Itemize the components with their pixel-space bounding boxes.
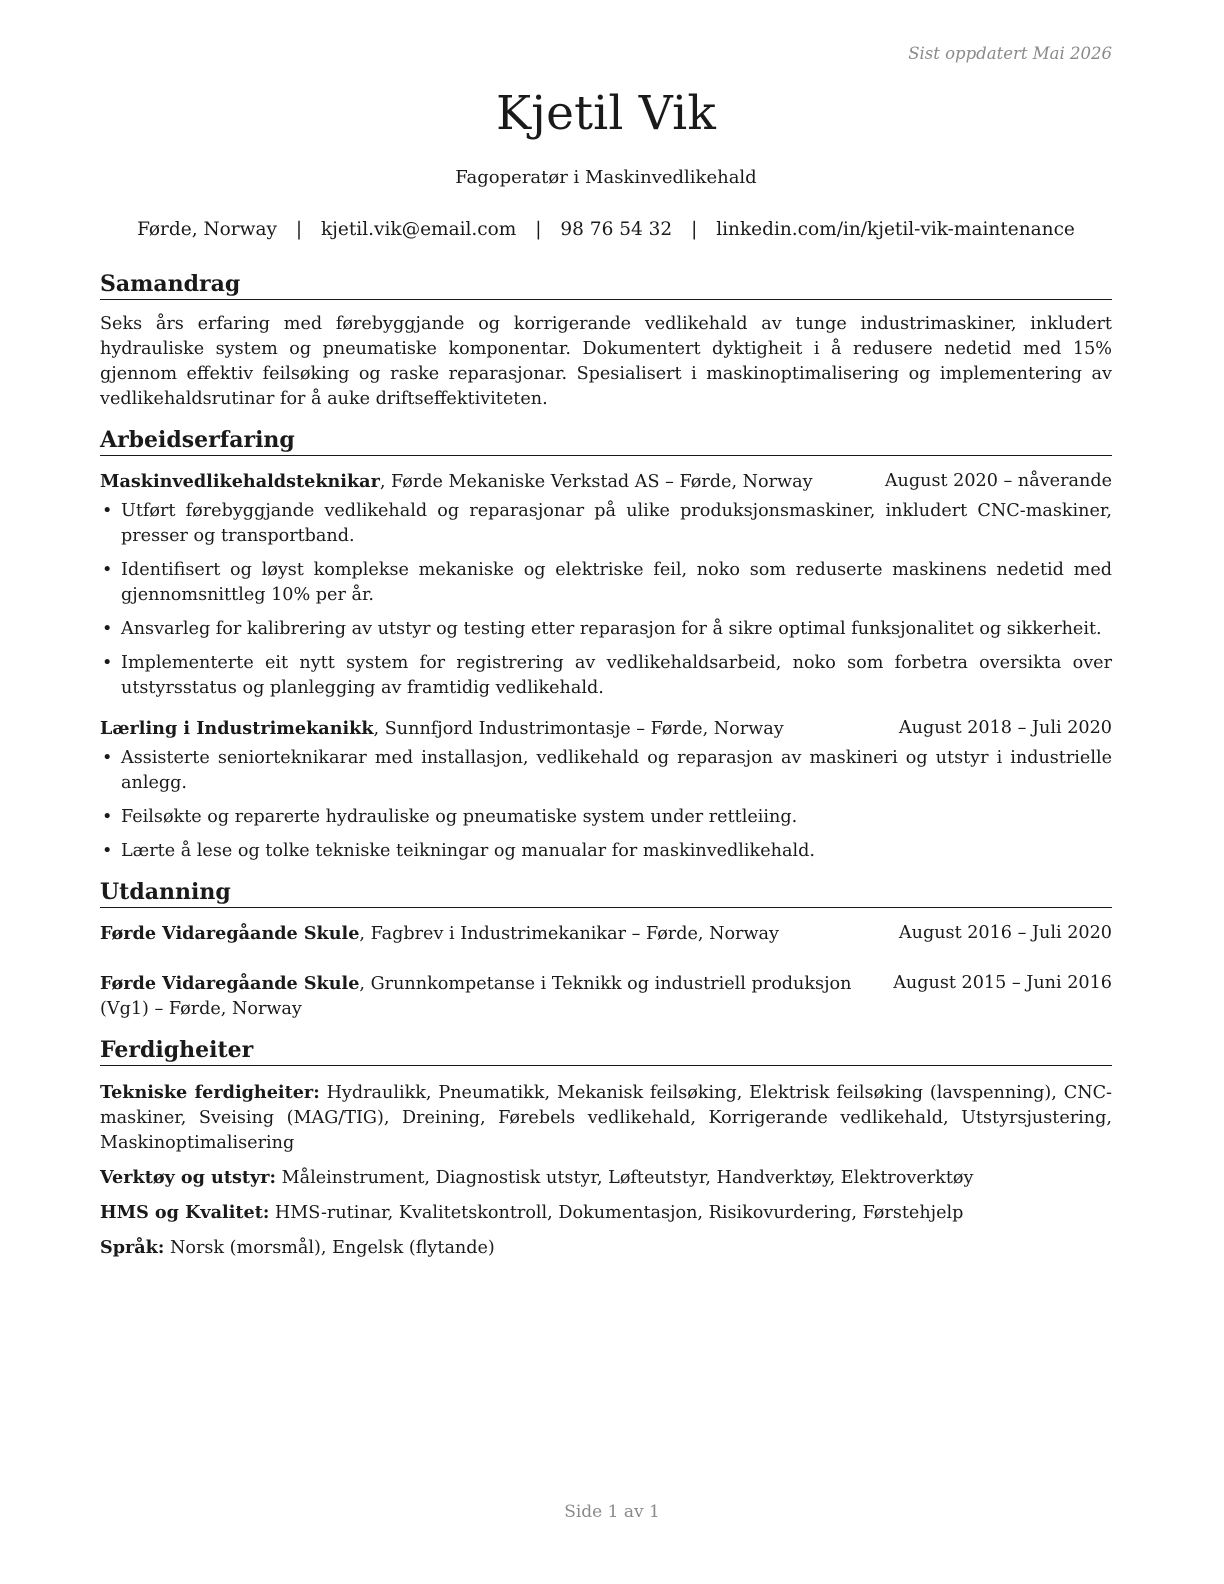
- contact-phone: 98 76 54 32: [560, 219, 673, 240]
- education-entry: [100, 971, 1112, 1022]
- job-role: Maskinvedlikehaldsteknikar: [100, 471, 380, 492]
- education-entry: [100, 921, 1112, 947]
- bullet-item: • Utført førebyggjande vedlikehald og reparasjonar på ulike produksjonsmaskiner, inkludert CNC-maskiner, presser og transportband.: [100, 499, 1112, 549]
- job-header: [100, 469, 1112, 495]
- contact-separator: |: [535, 219, 542, 240]
- job-role: Lærling i Industrimekanikk: [100, 718, 374, 739]
- skill-value: Måleinstrument, Diagnostisk utstyr, Løfteutstyr, Handverktøy, Elektroverktøy: [276, 1168, 974, 1188]
- bullet-item: • Lærte å lese og tolke tekniske teikningar og manualar for maskinvedlikehald.: [100, 839, 1112, 864]
- education-school: Førde Vidaregåande Skule: [100, 973, 360, 994]
- education-school: Førde Vidaregåande Skule: [100, 923, 360, 944]
- contact-location: Førde, Norway: [137, 219, 277, 240]
- skill-label: Språk:: [100, 1237, 165, 1258]
- contact-email[interactable]: kjetil.vik@email.com: [320, 219, 517, 240]
- skill-group: [100, 1235, 1112, 1261]
- job-dates: August 2020 – nåverande: [884, 471, 1112, 491]
- bullet-item: • Assisterte seniorteknikarar med installasjon, vedlikehald og reparasjon av maskineri og utstyr i industrielle anlegg.: [100, 746, 1112, 796]
- section-heading: Samandrag: [100, 270, 1112, 300]
- education-details: , Fagbrev i Industrimekanikar – Førde, Norway: [359, 924, 779, 944]
- contact-separator: |: [295, 219, 303, 240]
- education-title-line: [100, 971, 893, 1022]
- candidate-title: Fagoperatør i Maskinvedlikehald: [455, 167, 757, 188]
- experience-section: [100, 426, 1112, 864]
- skill-group: [100, 1080, 1112, 1156]
- section-heading: Utdanning: [100, 878, 1112, 908]
- job-employer: , Førde Mekaniske Verkstad AS – Førde, Norway: [379, 472, 813, 492]
- job-entry: [100, 716, 1112, 864]
- bullet-item: • Ansvarleg for kalibrering av utstyr og testing etter reparasjon for å sikre optimal funksjonalitet og sikkerheit.: [100, 617, 1112, 642]
- job-title-line: [100, 716, 899, 742]
- education-title-line: [100, 921, 899, 947]
- education-header: [100, 921, 1112, 947]
- summary-text: Seks års erfaring med førebyggjande og korrigerande vedlikehald av tunge industrimaskiner, inkludert hydrauliske system og pneumatiske komponentar. Dokumentert dyktigheit i å redusere nedetid med 15% gjennom effektiv feilsøking og raske reparasjonar. Spesialisert i maskinoptimalisering og implementering av vedlikehaldsrutinar for å auke driftseffektiviteten.: [100, 314, 1112, 409]
- candidate-name: Kjetil Vik: [495, 86, 717, 141]
- skill-value: Hydraulikk, Pneumatikk, Mekanisk feilsøking, Elektrisk feilsøking (lavspenning), CNC-maskiner, Sveising (MAG/TIG), Dreining, Førebels vedlikehald, Korrigerande vedlikehald, Utstyrsjustering, Maskinoptimalisering: [100, 1083, 1113, 1153]
- skill-value: Norsk (morsmål), Engelsk (flytande): [164, 1238, 495, 1258]
- section-heading: Ferdigheiter: [100, 1036, 1112, 1066]
- skills-section: [100, 1036, 1112, 1261]
- contact-separator: |: [691, 219, 698, 240]
- section-heading: Arbeidserfaring: [100, 426, 1112, 456]
- skill-value: HMS-rutinar, Kvalitetskontroll, Dokumentasjon, Risikovurdering, Førstehjelp: [269, 1203, 964, 1223]
- skill-label: Tekniske ferdigheiter:: [100, 1082, 320, 1103]
- job-header: [100, 716, 1112, 742]
- bullet-item: • Identifisert og løyst komplekse mekaniske og elektriske feil, noko som reduserte maskinens nedetid med gjennomsnittleg 10% per år.: [100, 558, 1112, 608]
- job-title-line: [100, 469, 885, 495]
- bullet-item: • Feilsøkte og reparerte hydrauliske og pneumatiske system under rettleiing.: [100, 805, 1112, 830]
- education-dates: August 2015 – Juni 2016: [893, 973, 1112, 993]
- job-entry: [100, 469, 1112, 701]
- last-updated-note: Sist oppdatert Mai 2026: [908, 44, 1112, 63]
- education-details: , Grunnkompetanse i Teknikk og industriell produksjon (Vg1) – Førde, Norway: [100, 974, 852, 1019]
- resume-content: [100, 270, 1112, 1275]
- page-number-footer: Side 1 av 1: [564, 1502, 660, 1522]
- skill-label: HMS og Kvalitet:: [100, 1202, 270, 1223]
- education-header: [100, 971, 1112, 1022]
- skill-group: [100, 1165, 1112, 1191]
- job-employer: , Sunnfjord Industrimontasje – Førde, Norway: [373, 719, 784, 739]
- bullet-item: • Implementerte eit nytt system for registrering av vedlikehaldsarbeid, noko som forbetra oversikta over utstyrsstatus og planlegging av framtidig vedlikehald.: [100, 651, 1112, 701]
- contact-line: [100, 219, 1112, 240]
- contact-linkedin[interactable]: linkedin.com/in/kjetil-vik-maintenance: [716, 219, 1075, 240]
- skill-label: Verktøy og utstyr:: [100, 1167, 276, 1188]
- job-bullets: [100, 746, 1112, 864]
- education-dates: August 2016 – Juli 2020: [898, 923, 1112, 943]
- job-dates: August 2018 – Juli 2020: [898, 718, 1112, 738]
- job-bullets: [100, 499, 1112, 701]
- summary-section: [100, 270, 1112, 412]
- skill-group: [100, 1200, 1112, 1226]
- education-section: [100, 878, 1112, 1022]
